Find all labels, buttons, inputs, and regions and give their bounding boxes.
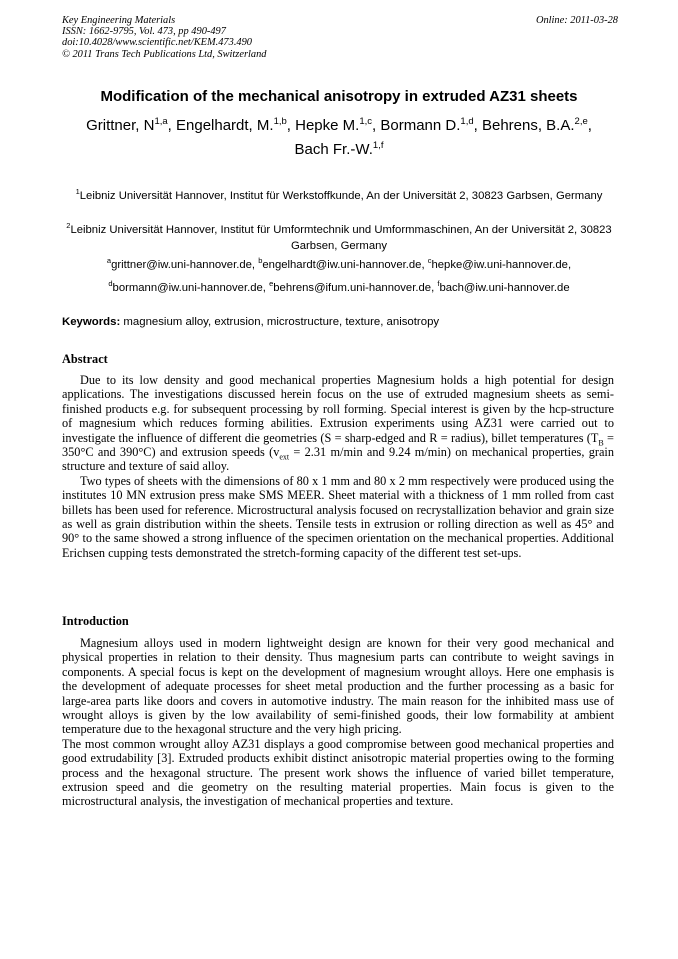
email-address[interactable]: bormann@iw.uni-hannover.de — [112, 282, 263, 294]
email-address[interactable]: grittner@iw.uni-hannover.de — [111, 259, 252, 271]
affiliation-text: Leibniz Universität Hannover, Institut für Umformtechnik und Umformmaschinen, An der Universität 2, 30823 Garbsen, Germany — [70, 224, 612, 252]
author-name: Bormann D. — [380, 117, 461, 134]
author-name: Bach Fr.-W. — [294, 141, 373, 158]
author-sup: 2,e — [574, 116, 588, 127]
email-sup: c — [427, 256, 432, 266]
email-sup: f — [437, 279, 440, 289]
affiliation-sup: 1 — [75, 187, 80, 197]
online-date: Online: 2011-03-28 — [535, 15, 618, 26]
introduction-heading: Introduction — [62, 614, 129, 628]
author-sup: 1,c — [359, 116, 373, 127]
subscript: ext — [279, 452, 290, 462]
abstract-text: = 350°C and 390°C) and extrusion speeds (v — [62, 430, 614, 460]
journal-name: Key Engineering Materials — [62, 15, 176, 26]
introduction-paragraph-1: Magnesium alloys used in modern lightweight design are known for their very good mechanical and physical properties in relation to their density. Thus magnesium parts can contribute to weight savings in components. A special focus is kept on the development of magnesium wrought alloys. Here one emphasis is the development of adequate processes for sheet metal production and the further processing as a basic for large-area parts like doors and covers in automotive industry. The main reason for the inhibited mass use of wrought alloys is given by the low availability of semi-finished goods, their low formability at ambient temperature due to the hexagonal structure and the very high pricing. — [62, 636, 614, 737]
author-sup: 1,d — [460, 116, 474, 127]
abstract-paragraph-2: Two types of sheets with the dimensions of 80 x 1 mm and 80 x 2 mm respectively were produced using the institutes 10 MN extrusion press make SMS MEER. Sheet material with a thickness of 1 mm rolled from cast billets has been used for reference. Microstructural analysis focused on recrystallization behavior and grain size as well as grain distribution within the sheets. Tensile tests in extrusion or rolling direction as well as 45° and 90° to the same showed a strong influence of the specimen orientation on the mechanical properties. Additional Erichsen cupping tests demonstrated the stretch-forming capacity of the different test set-ups. — [62, 473, 614, 560]
doi-line: doi:10.4028/www.scientific.net/KEM.473.490 — [62, 37, 252, 49]
paper-title: Modification of the mechanical anisotropy in extruded AZ31 sheets — [100, 88, 578, 105]
affiliation-sup: 2 — [66, 221, 71, 231]
email-sup: b — [258, 256, 263, 266]
abstract-heading: Abstract — [62, 352, 108, 366]
issn-line: ISSN: 1662-9795, Vol. 473, pp 490-497 — [62, 26, 226, 38]
author-sup: 1,b — [273, 116, 287, 127]
keywords-text: magnesium alloy, extrusion, microstructure, texture, anisotropy — [123, 316, 440, 328]
author-sep: , — [473, 117, 482, 134]
email-sup: d — [108, 279, 113, 289]
keywords-line — [62, 314, 622, 330]
author-name: Hepke M. — [295, 117, 360, 134]
keywords-label: Keywords: — [62, 316, 121, 328]
affiliation-text: Leibniz Universität Hannover, Institut für Werkstoffkunde, An der Universität 2, 30823 Garbsen, Germany — [79, 190, 603, 202]
introduction-body — [62, 636, 614, 809]
abstract-text: = 2.31 m/min and 9.24 m/min) on mechanical properties, grain structure and texture of said alloy. — [62, 445, 614, 474]
author-sup: 1,a — [154, 116, 168, 127]
email-address[interactable]: hepke@iw.uni-hannover.de — [431, 259, 568, 271]
email-line-2: $^d$bormann@iw.uni-hannover.de, $^e$behrens@ifum.uni-hannover.de, $^f$bach@iw.uni-hannover.de — [108, 279, 570, 294]
introduction-paragraph-2: The most common wrought alloy AZ31 displays a good compromise between good mechanical properties and good extrudability [3]. Extruded products exhibit distinct anisotropic material properties owing to the forming process and the hexagonal structure. The present work shows the influence of varied billet temperature, extrusion speed and die geometry on the resulting material properties. Main focus is given to the microstructural analysis, the investigation of mechanical properties and texture. — [62, 736, 614, 809]
author-sep: , — [286, 117, 296, 134]
author-sep: , — [167, 117, 176, 134]
email-line-1: $^a$grittner@iw.uni-hannover.de, $^b$engelhardt@iw.uni-hannover.de, $^c$hepke@iw.uni-hannover.de, — [106, 256, 572, 271]
author-name: Behrens, B.A. — [481, 117, 575, 134]
abstract-body — [62, 373, 614, 560]
affiliation-1 — [66, 188, 612, 204]
email-address[interactable]: bach@iw.uni-hannover.de — [439, 282, 570, 294]
subscript: B — [598, 438, 604, 448]
email-address[interactable]: engelhardt@iw.uni-hannover.de — [262, 259, 422, 271]
author-sup: 1,f — [372, 140, 384, 151]
email-sup: e — [269, 279, 274, 289]
abstract-text: Due to its low density and good mechanical properties Magnesium holds a high potential for design applications. The investigations discussed herein focus on the use of extruded magnesium sheets as semi-finished products e.g. for subsequent processing by roll forming. Special interest is given by the hcp-structure of magnesium which reduces forming abilities. Extrusion experiments using AZ31 were carried out to investigate the influence of different die geometries (S = sharp-edged and R = radius), billet temperatures (T — [62, 373, 614, 445]
author-sep: , — [372, 117, 381, 134]
copyright-line: © 2011 Trans Tech Publications Ltd, Switzerland — [62, 48, 267, 60]
email-address[interactable]: behrens@ifum.uni-hannover.de — [273, 282, 432, 294]
abstract-paragraph-1 — [62, 373, 614, 474]
author-name: Grittner, N — [86, 117, 155, 134]
journal-header — [62, 15, 618, 60]
author-list — [40, 114, 638, 162]
author-name: Engelhardt, M. — [176, 117, 274, 134]
author-sep: , — [587, 117, 592, 134]
affiliation-2 — [66, 222, 612, 254]
email-sup: a — [106, 256, 112, 266]
